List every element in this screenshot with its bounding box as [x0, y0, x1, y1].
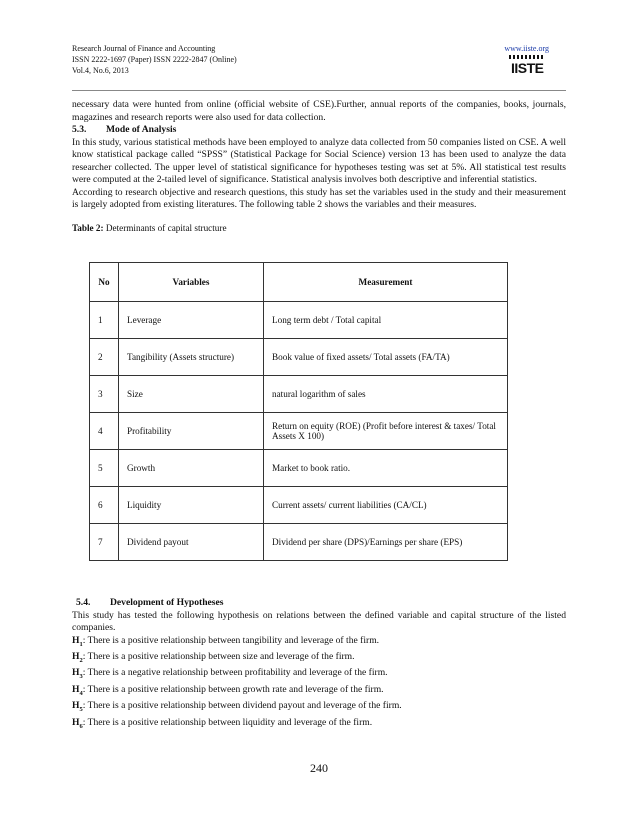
hypothesis-item: $H_3$: There is a negative relationship between profitability and leverage of the firm. — [72, 667, 388, 681]
hypothesis-item: $H_4$: There is a positive relationship between growth rate and leverage of the firm. — [72, 683, 384, 697]
journal-volume: Vol.4, No.6, 2013 — [72, 66, 129, 75]
header-variables: Variables — [119, 263, 264, 302]
journal-issn: ISSN 2222-1697 (Paper) ISSN 2222-2847 (Online) — [72, 55, 237, 64]
header-measurement: Measurement — [264, 263, 508, 302]
iiste-logo — [509, 55, 543, 79]
section-number: 5.4. — [76, 597, 91, 608]
hypothesis-text: : There is a positive relationship between size and leverage of the firm. — [82, 650, 355, 662]
page-number: 240 — [310, 761, 328, 775]
table-header-row — [90, 263, 508, 302]
cell-no: 7 — [90, 524, 119, 561]
cell-no: 3 — [90, 376, 119, 413]
table-caption-text: Determinants of capital structure — [105, 222, 227, 233]
cell-measurement: Current assets/ current liabilities (CA/CL) — [264, 487, 508, 524]
journal-name: Research Journal of Finance and Accounting — [72, 44, 216, 53]
logo-text: IISTE — [511, 60, 544, 76]
table-row — [90, 302, 508, 339]
cell-measurement: Market to book ratio. — [264, 450, 508, 487]
hypothesis-item: $H_2$: There is a positive relationship between size and leverage of the firm. — [72, 650, 355, 664]
cell-variable: Tangibility (Assets structure) — [119, 339, 264, 376]
cell-variable: Dividend payout — [119, 524, 264, 561]
cell-measurement: Dividend per share (DPS)/Earnings per share (EPS) — [264, 524, 508, 561]
section-5-3-heading — [72, 124, 566, 137]
cell-variable: Growth — [119, 450, 264, 487]
cell-variable: Size — [119, 376, 264, 413]
hypothesis-item: $H_6$: There is a positive relationship between liquidity and leverage of the firm. — [72, 716, 373, 730]
table-row — [90, 524, 508, 561]
section-5-4-heading — [72, 597, 566, 610]
header-divider — [72, 90, 566, 91]
cell-no: 1 — [90, 302, 119, 339]
cell-no: 2 — [90, 339, 119, 376]
body-text — [72, 99, 566, 234]
determinants-table — [89, 262, 508, 561]
cell-no: 4 — [90, 413, 119, 450]
cell-measurement: Return on equity (ROE) (Profit before interest & taxes/ Total Assets X 100) — [264, 413, 508, 450]
hypotheses-section — [72, 597, 566, 733]
hypothesis-item: $H_1$: There is a positive relationship between tangibility and leverage of the firm. — [72, 634, 380, 648]
logo-bar-graphic — [509, 55, 543, 59]
cell-no: 5 — [90, 450, 119, 487]
table-row — [90, 413, 508, 450]
journal-url[interactable]: www.iiste.org — [504, 44, 549, 53]
table-caption — [72, 222, 566, 235]
cell-measurement: Book value of fixed assets/ Total assets (FA/TA) — [264, 339, 508, 376]
cell-variable: Liquidity — [119, 487, 264, 524]
table-row — [90, 339, 508, 376]
hypothesis-text: : There is a positive relationship between dividend payout and leverage of the firm. — [82, 700, 402, 712]
table-row — [90, 487, 508, 524]
hypothesis-text: : There is a positive relationship between tangibility and leverage of the firm. — [82, 634, 380, 646]
section-title: Mode of Analysis — [106, 124, 177, 135]
cell-no: 6 — [90, 487, 119, 524]
cell-measurement: natural logarithm of sales — [264, 376, 508, 413]
mode-analysis-paragraph-2: According to research objective and research questions, this study has set the variables used in the study and their measurement is largely adopted from existing literatures. The following table 2 shows the variables and their measures. — [72, 186, 566, 210]
hypothesis-item: $H_5$: There is a positive relationship between dividend payout and leverage of the firm. — [72, 700, 402, 714]
section-title: Development of Hypotheses — [110, 597, 224, 608]
header-no: No — [90, 263, 119, 302]
cell-variable: Leverage — [119, 302, 264, 339]
intro-paragraph: necessary data were hunted from online (official website of CSE).Further, annual reports of the companies, books, journals, magazines and research reports were also used for data collection. — [72, 99, 566, 123]
table-row — [90, 376, 508, 413]
table-caption-label: Table 2: — [72, 222, 104, 233]
cell-variable: Profitability — [119, 413, 264, 450]
hypothesis-text: : There is a negative relationship between profitability and leverage of the firm. — [82, 667, 388, 679]
hypothesis-text: : There is a positive relationship between liquidity and leverage of the firm. — [82, 716, 373, 728]
section-number: 5.3. — [72, 124, 87, 135]
cell-measurement: Long term debt / Total capital — [264, 302, 508, 339]
hypothesis-text: : There is a positive relationship between growth rate and leverage of the firm. — [82, 683, 384, 695]
mode-analysis-paragraph-1: In this study, various statistical methods have been employed to analyze data collected from 50 companies listed on CSE. A well know statistical package called “SPSS” (Statistical Package for Social Science) version 13 has been used to analyze the data researcher collected. The upper level of statistical significance for hypotheses testing was set at 5%. All statistical test results were computed at the 2-tailed level of significance. Statistical analysis involves both descriptive and inferential statistics. — [72, 136, 566, 185]
table-row — [90, 450, 508, 487]
hypotheses-intro: This study has tested the following hypothesis on relations between the defined variable and capital structure of the listed companies. — [72, 609, 566, 633]
journal-header — [72, 43, 237, 76]
